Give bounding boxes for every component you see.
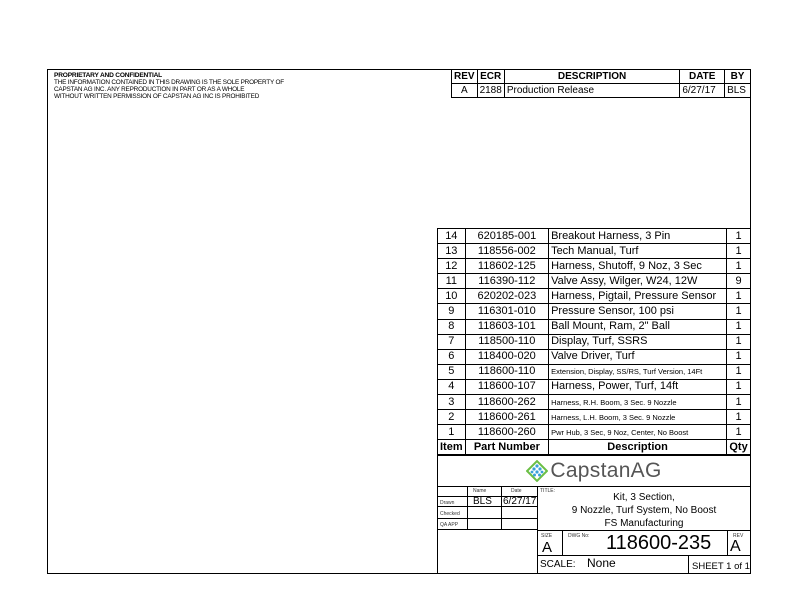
bill-of-materials — [437, 228, 751, 455]
bom-row — [438, 334, 751, 349]
qty-cell: 1 — [727, 425, 751, 440]
checked-label: Checked — [440, 511, 460, 517]
header-description: DESCRIPTION — [504, 70, 680, 84]
item-cell: 13 — [438, 244, 466, 259]
item-cell: 14 — [438, 229, 466, 244]
part-number-cell: 118600-261 — [465, 410, 548, 425]
bom-row — [438, 229, 751, 244]
size-label: SIZE — [541, 533, 553, 539]
item-cell: 1 — [438, 425, 466, 440]
blank-block — [437, 530, 538, 574]
qty-cell: 1 — [727, 379, 751, 394]
rev-value: A — [730, 538, 741, 555]
item-cell: 8 — [438, 319, 466, 334]
bom-row — [438, 349, 751, 364]
header-ecr: ECR — [477, 70, 504, 84]
description-cell: Pressure Sensor, 100 psi — [549, 304, 727, 319]
header-description: Description — [549, 440, 727, 455]
sheet-number: SHEET 1 of 1 — [692, 561, 750, 572]
title-line: 9 Nozzle, Turf System, No Boost — [571, 505, 717, 516]
revision-header — [452, 70, 751, 84]
item-cell: 10 — [438, 289, 466, 304]
title-line: Kit, 3 Section, — [613, 492, 675, 503]
confidential-line: WITHOUT WRITTEN PERMISSION OF CAPSTAN AG INC IS PROHIBITED — [54, 93, 260, 100]
description-cell: Extension, Display, SS/RS, Turf Version, 14Ft — [549, 364, 727, 379]
bom-row — [438, 425, 751, 440]
item-cell: 4 — [438, 379, 466, 394]
part-number-cell: 116390-112 — [465, 274, 548, 289]
bom-row — [438, 379, 751, 394]
qty-cell: 1 — [727, 289, 751, 304]
qty-cell: 1 — [727, 259, 751, 274]
part-number-cell: 116301-010 — [465, 304, 548, 319]
description-cell: Pwr Hub, 3 Sec, 9 Noz, Center, No Boost — [549, 425, 727, 440]
item-cell: 12 — [438, 259, 466, 274]
confidential-line: THE INFORMATION CONTAINED IN THIS DRAWING IS THE SOLE PROPERTY OF — [54, 79, 284, 86]
qty-cell: 1 — [727, 395, 751, 410]
bom-row — [438, 259, 751, 274]
part-number-cell: 118602-125 — [465, 259, 548, 274]
confidential-heading: PROPRIETARY AND CONFIDENTIAL — [54, 72, 162, 79]
description-cell: Harness, Pigtail, Pressure Sensor — [549, 289, 727, 304]
title-label: TITLE: — [540, 488, 556, 494]
qty-cell: 1 — [727, 229, 751, 244]
bom-row — [438, 410, 751, 425]
rev-cell: A — [452, 84, 478, 98]
date-label: Date — [511, 488, 522, 494]
description-cell: Harness, Shutoff, 9 Noz, 3 Sec — [549, 259, 727, 274]
description-cell: Ball Mount, Ram, 2" Ball — [549, 319, 727, 334]
drawn-label: Drawn — [440, 500, 455, 506]
bom-row — [438, 395, 751, 410]
description-cell: Harness, Power, Turf, 14ft — [549, 379, 727, 394]
size-value: A — [542, 539, 553, 556]
part-number-cell: 620202-023 — [465, 289, 548, 304]
scale-value: None — [587, 556, 616, 570]
bom-row — [438, 304, 751, 319]
description-cell: Production Release — [504, 84, 680, 98]
company-logo — [437, 455, 751, 487]
part-number-cell: 118600-260 — [465, 425, 548, 440]
dwg-number: 118600-235 — [606, 532, 712, 554]
header-by: BY — [725, 70, 751, 84]
confidential-line: CAPSTAN AG INC. ANY REPRODUCTION IN PART OR AS A WHOLE — [54, 86, 245, 93]
qty-cell: 1 — [727, 244, 751, 259]
part-number-cell: 118600-262 — [465, 395, 548, 410]
logo-text: CapstanAG — [550, 459, 662, 482]
part-number-cell: 118400-020 — [465, 349, 548, 364]
qty-cell: 9 — [727, 274, 751, 289]
drawn-name: BLS — [473, 496, 492, 507]
revision-table — [451, 69, 751, 98]
part-number-cell: 118500-110 — [465, 334, 548, 349]
bom-header — [438, 440, 751, 455]
bom-row — [438, 364, 751, 379]
dwg-label: DWG No: — [568, 533, 590, 539]
bom-row — [438, 289, 751, 304]
header-rev: REV — [452, 70, 478, 84]
qty-cell: 1 — [727, 304, 751, 319]
header-part-number: Part Number — [465, 440, 548, 455]
part-number-cell: 620185-001 — [465, 229, 548, 244]
header-item: Item — [438, 440, 466, 455]
qty-cell: 1 — [727, 334, 751, 349]
drawing-title — [537, 491, 751, 530]
confidential-notice — [54, 72, 284, 100]
qty-cell: 1 — [727, 364, 751, 379]
bom-row — [438, 244, 751, 259]
part-number-cell: 118603-101 — [465, 319, 548, 334]
bom-row — [438, 274, 751, 289]
item-cell: 3 — [438, 395, 466, 410]
scale-label: SCALE: — [540, 559, 576, 570]
drawn-date: 6/27/17 — [503, 496, 537, 507]
item-cell: 9 — [438, 304, 466, 319]
date-cell: 6/27/17 — [680, 84, 725, 98]
item-cell: 2 — [438, 410, 466, 425]
ecr-cell: 2188 — [477, 84, 504, 98]
name-label: Name — [473, 488, 487, 494]
qty-cell: 1 — [727, 410, 751, 425]
header-date: DATE — [680, 70, 725, 84]
row-divider — [437, 518, 538, 519]
part-number-cell: 118600-107 — [465, 379, 548, 394]
part-number-cell: 118600-110 — [465, 364, 548, 379]
item-cell: 7 — [438, 334, 466, 349]
qa-label: QA APP — [440, 522, 459, 528]
description-cell: Harness, L.H. Boom, 3 Sec. 9 Nozzle — [549, 410, 727, 425]
description-cell: Harness, R.H. Boom, 3 Sec. 9 Nozzle — [549, 395, 727, 410]
description-cell: Tech Manual, Turf — [549, 244, 727, 259]
description-cell: Breakout Harness, 3 Pin — [549, 229, 727, 244]
description-cell: Valve Driver, Turf — [549, 349, 727, 364]
by-cell: BLS — [725, 84, 751, 98]
description-cell: Valve Assy, Wilger, W24, 12W — [549, 274, 727, 289]
item-cell: 11 — [438, 274, 466, 289]
title-line: FS Manufacturing — [604, 518, 684, 529]
item-cell: 5 — [438, 364, 466, 379]
bom-row — [438, 319, 751, 334]
header-qty: Qty — [727, 440, 751, 455]
revision-row — [452, 84, 751, 98]
part-number-cell: 118556-002 — [465, 244, 548, 259]
qty-cell: 1 — [727, 319, 751, 334]
capstan-diamond-icon — [526, 460, 548, 482]
item-cell: 6 — [438, 349, 466, 364]
description-cell: Display, Turf, SSRS — [549, 334, 727, 349]
qty-cell: 1 — [727, 349, 751, 364]
rev-label: REV — [733, 533, 744, 539]
